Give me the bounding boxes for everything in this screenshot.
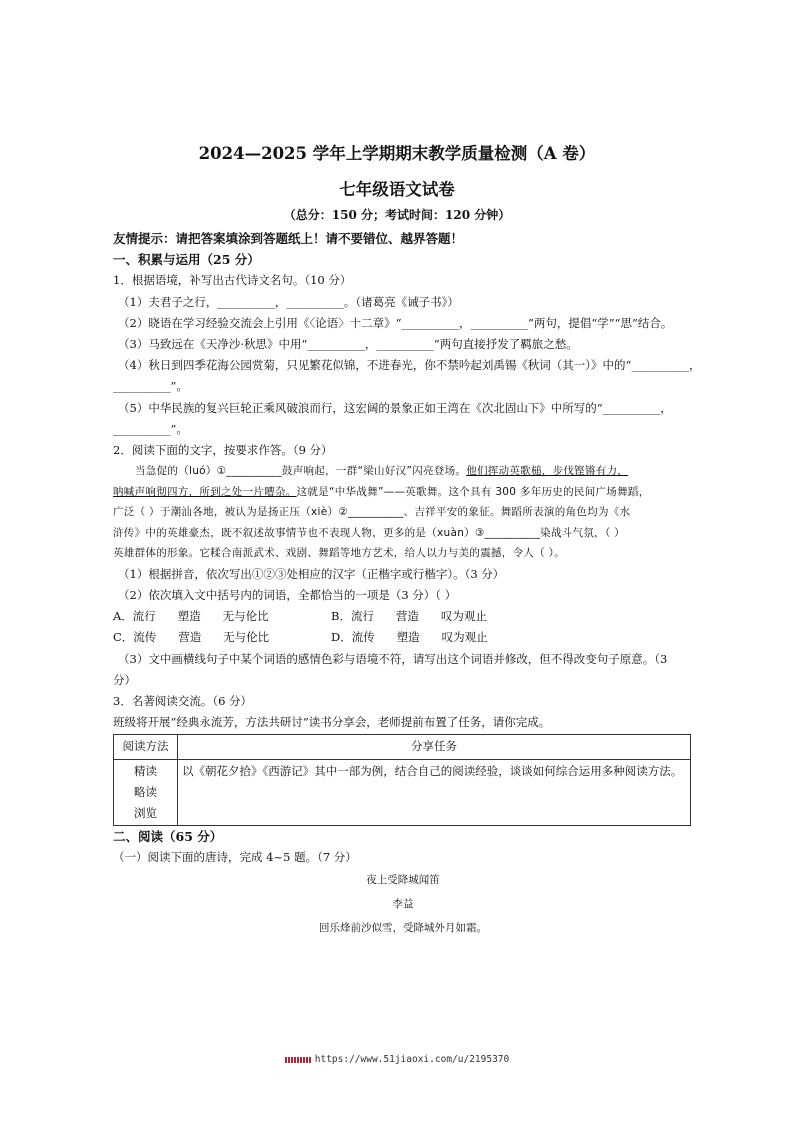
q2-option-c: C．流传 营造 无与伦比 — [113, 630, 270, 645]
page-footer — [0, 1054, 794, 1065]
q3-stem: 3．名著阅读交流。（6 分） — [113, 693, 253, 708]
reading-share-table — [113, 734, 691, 825]
table-methods-cell — [114, 759, 178, 825]
q1-s2: （2）晓语在学习经验交流会上引用《〈论语〉十二章》“__________，__________”两句，提倡“学”“思”结合。 — [118, 315, 673, 330]
q2-sub1: （1）根据拼音，依次写出①②③处相应的汉字（正楷字或行楷字）。（3 分） — [118, 566, 505, 581]
exam-body — [113, 228, 701, 940]
table-task-cell: 以《朝花夕拾》《西游记》其中一部为例，结合自己的阅读经验，谈谈如何综合运用多种阅读方法。 — [178, 759, 691, 825]
q2-option-b: B．流行 营造 叹为观止 — [331, 609, 487, 624]
method-item: 精读 — [134, 763, 157, 778]
exam-title: 2024—2025 学年上学期期末教学质量检测（A 卷） — [198, 144, 596, 163]
q2-option-a: A．流行 塑造 无与伦比 — [113, 609, 269, 624]
q2-sub3a: （3）文中画横线句子中某个词语的感情色彩与语境不符，请写出这个词语并修改，但不得改变句子原意。（3 — [118, 651, 668, 666]
exam-meta: （总分：150 分；考试时间：120 分钟） — [283, 208, 511, 222]
poem-block — [113, 868, 693, 940]
table-header-task: 分享任务 — [178, 735, 691, 759]
q2-stem: 2．阅读下面的文字，按要求作答。（9 分） — [113, 443, 333, 458]
table-header-row — [114, 735, 691, 759]
q2-passage-line1 — [113, 461, 693, 482]
q1-s4b: __________”。 — [113, 379, 188, 394]
q1-stem: 1．根据语境，补写出古代诗文名句。（10 分） — [113, 273, 352, 288]
q1-s5b: __________”。 — [113, 421, 188, 436]
poem-line: 回乐烽前沙似雪，受降城外月如霜。 — [319, 921, 487, 934]
q1-s4a: （4）秋日到四季花海公园赏菊，只见繁花似锦，不进春光，你不禁吟起刘禹锡《秋词（其一）》中的“__________， — [118, 358, 701, 373]
q2-passage-line4: 浒传》中的英雄豪杰，既不叙述故事情节也不表现人物，更多的是（xuàn）③__________染战斗气氛，（ ） — [113, 526, 625, 539]
q2-p2b: 这就是“中华战舞”——英歌舞。这个具有 300 多年历史的民间广场舞蹈， — [296, 485, 650, 498]
site-logo-icon — [285, 1057, 311, 1063]
q1-s1: （1）夫君子之行，__________，__________。（诸葛亮《诫子书》） — [118, 294, 459, 309]
q2-options-row2 — [113, 627, 693, 648]
q2-p1a: 当急促的（luó）①__________鼓声响起，一群“梁山好汉”闪亮登场。 — [135, 465, 467, 478]
section2-part1: （一）阅读下面的唐诗，完成 4~5 题。（7 分） — [113, 849, 357, 864]
q1-s3: （3）马致远在《天净沙·秋思》中用“__________，__________”两句直接抒发了羁旅之愁。 — [118, 337, 578, 352]
q2-sub2: （2）依次填入文中括号内的词语，全都恰当的一项是（3 分）（ ） — [118, 587, 457, 602]
table-header-method: 阅读方法 — [114, 735, 178, 759]
q2-passage-line5: 英雄群体的形象。它糅合南派武术、戏剧、舞蹈等地方艺术，给人以力与美的震撼，令人（ ）。 — [113, 547, 565, 560]
section2-heading: 二、阅读（65 分） — [113, 828, 223, 844]
q2-option-d: D．流传 塑造 叹为观止 — [331, 630, 488, 645]
table-row — [114, 759, 691, 825]
section1-heading: 一、积累与运用（25 分） — [113, 252, 260, 268]
footer-url[interactable]: https://www.51jiaoxi.com/u/2195370 — [314, 1054, 510, 1065]
q2-options-row1 — [113, 606, 693, 627]
q3-intro: 班级将开展“经典永流芳，方法共研讨”读书分享会，老师提前布置了任务，请你完成。 — [113, 715, 551, 730]
exam-subtitle: 七年级语文试卷 — [339, 180, 455, 199]
poem-author: 李益 — [392, 897, 414, 910]
q1-s5a: （5）中华民族的复兴巨轮正乘风破浪而行，这宏阔的景象正如王湾在《次北固山下》中所写的“__________， — [118, 400, 672, 415]
method-item: 浏览 — [134, 805, 157, 820]
friendly-tip: 友情提示：请把答案填涂到答题纸上！请不要错位、越界答题！ — [113, 231, 464, 246]
q2-p2u: 呐喊声响彻四方，所到之处一片嘈杂。 — [113, 485, 297, 498]
method-item: 略读 — [134, 784, 157, 799]
q2-passage-line3: 广泛（ ）于潮汕各地，被认为是扬正压（xiè）②__________、吉祥平安的象征。舞蹈所表演的角色均为《水 — [113, 506, 631, 519]
q2-sub3b: 分） — [113, 672, 136, 687]
q2-passage-line2 — [113, 482, 693, 503]
q2-p1u: 他们挥动英歌槌，步伐铿锵有力， — [466, 465, 629, 478]
poem-title: 夜上受降城闻笛 — [366, 873, 440, 886]
